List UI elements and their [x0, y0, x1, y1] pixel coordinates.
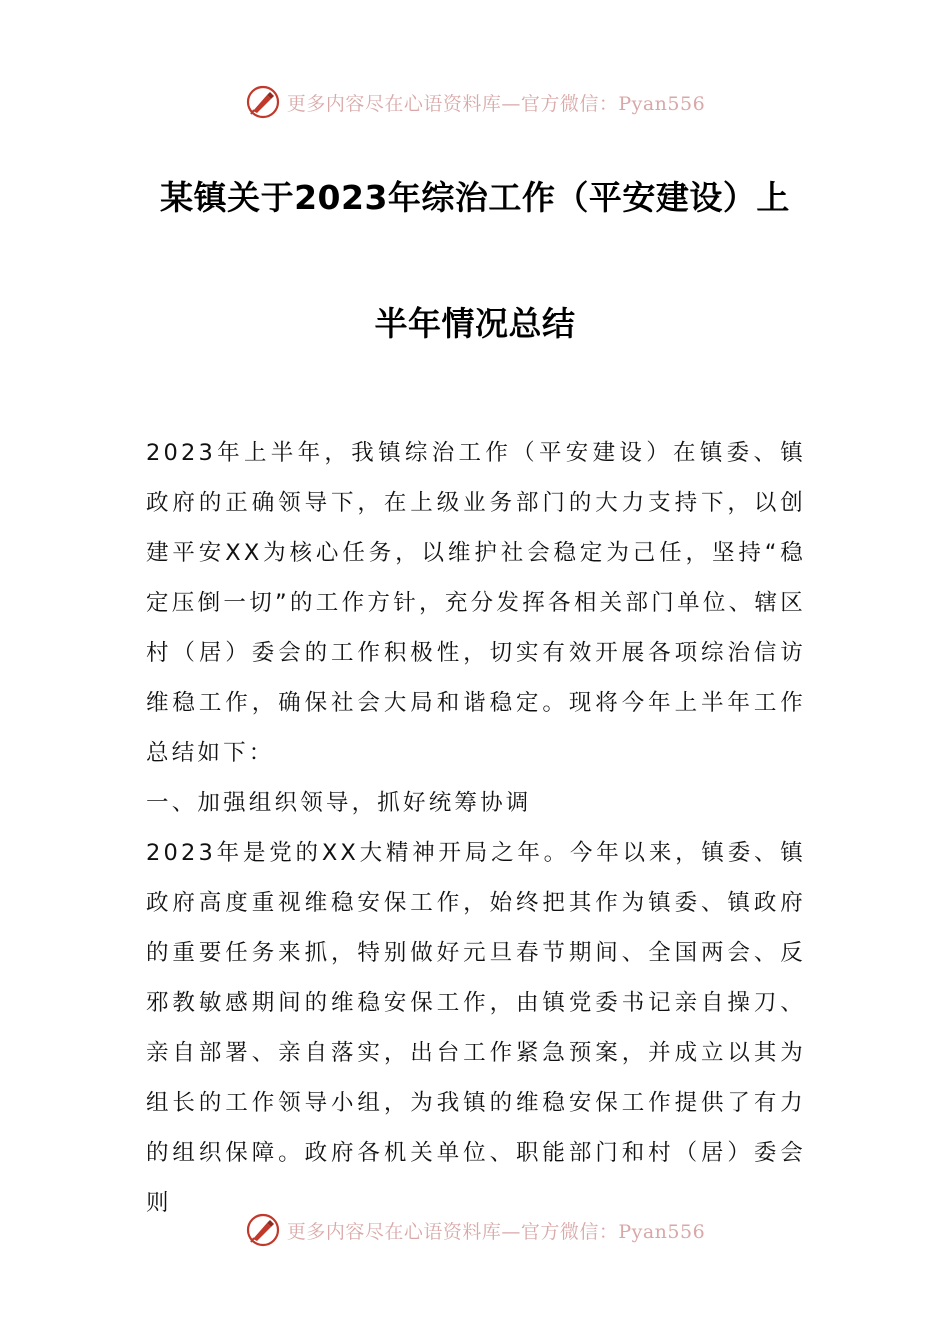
- document-title-line2: 半年情况总结: [374, 304, 576, 343]
- document-title-line1: 某镇关于2023年综治工作（平安建设）上: [160, 178, 790, 217]
- pen-nib-circle-icon: [245, 84, 281, 120]
- body-paragraph: 2023年上半年，我镇综治工作（平安建设）在镇委、镇政府的正确领导下，在上级业务部门的大力支持下，以创建平安XX为核心任务，以维护社会稳定为己任，坚持“稳定压倒一切”的工作方针，充分发挥各相关部门单位、辖区村（居）委会的工作积极性，切实有效开展各项综治信访维稳工作，确保社会大局和谐稳定。现将今年上半年工作总结如下：: [146, 440, 806, 766]
- pen-nib-circle-icon: [245, 1212, 281, 1248]
- footer-watermark: [0, 1210, 950, 1250]
- header-watermark: [0, 82, 950, 122]
- watermark-text: 更多内容尽在心语资料库—官方微信：Pyan556: [286, 92, 706, 115]
- watermark-text: 更多内容尽在心语资料库—官方微信：Pyan556: [286, 1220, 706, 1243]
- section-heading: 一、加强组织领导，抓好统筹协调: [146, 790, 532, 816]
- body-paragraph: 2023年是党的XX大精神开局之年。今年以来，镇委、镇政府高度重视维稳安保工作，始终把其作为镇委、镇政府的重要任务来抓，特别做好元旦春节期间、全国两会、反邪教敏感期间的维稳安保工作，由镇党委书记亲自操刀、亲自部署、亲自落实，出台工作紧急预案，并成立以其为组长的工作领导小组，为我镇的维稳安保工作提供了有力的组织保障。政府各机关单位、职能部门和村（居）委会则: [146, 840, 806, 1216]
- document-body: [146, 428, 806, 1228]
